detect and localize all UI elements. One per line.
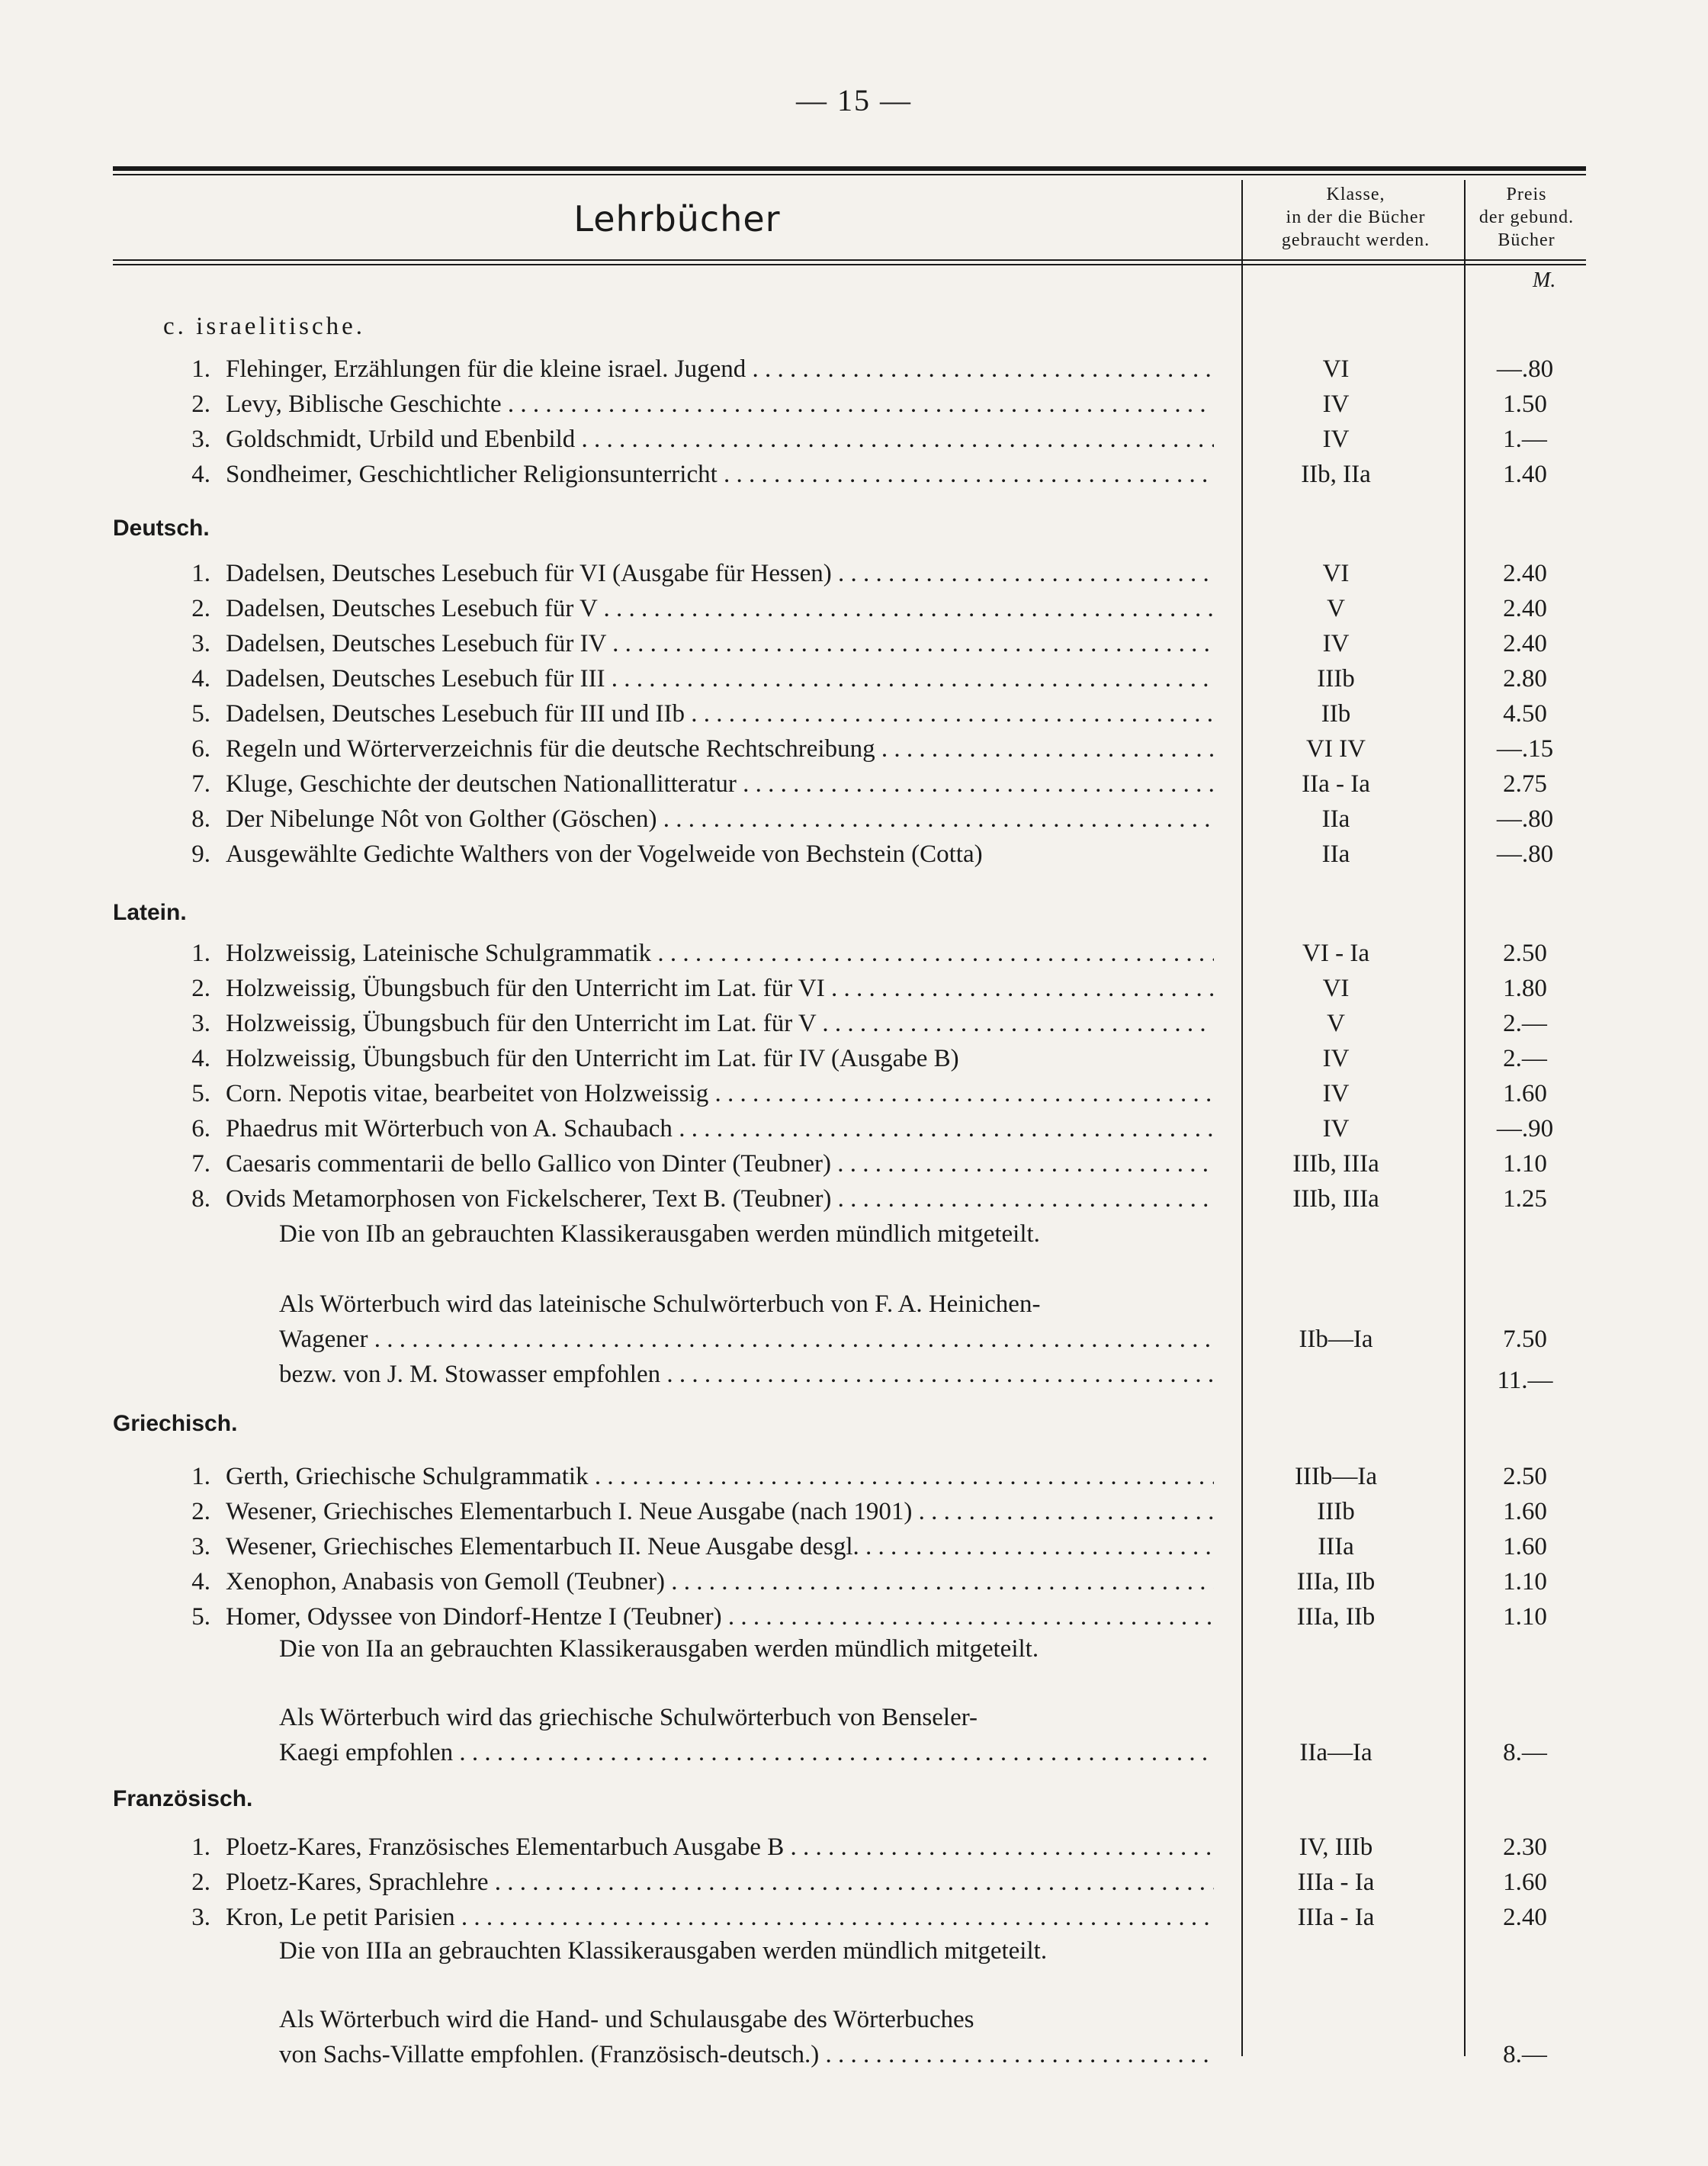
item-class: IIIa — [1318, 1533, 1354, 1560]
item-price: —.80 — [1496, 840, 1554, 868]
list-item — [0, 1112, 1708, 1146]
item-number: 9. — [191, 840, 210, 868]
item-price: 2.75 — [1503, 770, 1547, 798]
item-class: V — [1327, 595, 1345, 622]
section-heading: c. israelitische. — [163, 313, 366, 340]
list-item — [0, 387, 1708, 421]
list-item — [0, 1600, 1708, 1634]
item-price: 1.50 — [1503, 390, 1547, 418]
item-class: VI — [1322, 975, 1350, 1002]
item-class: IIa — [1321, 840, 1350, 868]
item-number: 3. — [191, 1533, 210, 1560]
item-number: 3. — [191, 1904, 210, 1931]
item-price: 1.10 — [1503, 1603, 1547, 1631]
item-price: 2.— — [1503, 1045, 1547, 1072]
list-item — [0, 1530, 1708, 1563]
list-item — [0, 1901, 1708, 1934]
item-number: 5. — [191, 1080, 210, 1107]
item-title: Wesener, Griechisches Elementarbuch II. Neue Ausgabe desgl. . . . — [226, 1530, 1214, 1563]
item-price: 1.60 — [1503, 1869, 1547, 1896]
list-item — [0, 1830, 1708, 1864]
item-number: 1. — [191, 1463, 210, 1490]
list-item — [0, 1182, 1708, 1216]
item-price: 1.— — [1503, 426, 1547, 453]
header-price-line: Bücher — [1498, 230, 1556, 250]
header-class-line: in der die Bücher — [1286, 207, 1426, 227]
section-heading: Französisch. — [113, 1786, 253, 1811]
item-number: 3. — [191, 630, 210, 657]
item-price: —.80 — [1496, 805, 1554, 833]
item-class: VI - Ia — [1302, 940, 1369, 967]
page-number: — 15 — — [796, 83, 912, 117]
item-class: IV — [1322, 390, 1350, 418]
item-price: 1.60 — [1503, 1080, 1547, 1107]
item-price: —.90 — [1496, 1115, 1554, 1142]
list-item — [0, 592, 1708, 625]
item-number: 2. — [191, 390, 210, 418]
list-item — [0, 1460, 1708, 1493]
list-item — [0, 937, 1708, 970]
item-price: 2.40 — [1503, 595, 1547, 622]
item-number: 4. — [191, 461, 210, 488]
item-number: 3. — [191, 426, 210, 453]
item-title: Phaedrus mit Wörterbuch von A. Schaubach . . . — [226, 1112, 1214, 1146]
item-class: IV — [1322, 426, 1350, 453]
item-price: 1.10 — [1503, 1568, 1547, 1596]
item-class: IIIb—Ia — [1294, 1463, 1378, 1490]
item-title: Wagener . . . — [279, 1322, 1214, 1356]
list-item — [0, 802, 1708, 836]
item-title: Homer, Odyssee von Dindorf-Hentze I (Teubner) . . . — [226, 1600, 1214, 1634]
item-title: Kron, Le petit Parisien . . . — [226, 1901, 1214, 1934]
header-price-line: Preis — [1506, 185, 1547, 204]
item-class: IIb — [1321, 700, 1351, 728]
item-price: 4.50 — [1503, 700, 1547, 728]
item-number: 7. — [191, 770, 210, 798]
item-title: Goldschmidt, Urbild und Ebenbild . . . — [226, 423, 1214, 456]
item-class: V — [1327, 1010, 1345, 1037]
item-title: Dadelsen, Deutsches Lesebuch für IV . . . — [226, 627, 1214, 660]
item-class: IIIa - Ia — [1297, 1904, 1375, 1931]
list-item — [0, 837, 1708, 871]
header-class-line: gebraucht werden. — [1281, 230, 1430, 250]
item-number: 2. — [191, 595, 210, 622]
list-item — [0, 352, 1708, 386]
item-number: 8. — [191, 805, 210, 833]
item-price: 2.— — [1503, 1010, 1547, 1037]
item-title: Levy, Biblische Geschichte . . . — [226, 387, 1214, 421]
header-price-line: der gebund. — [1478, 207, 1575, 227]
note-text: Als Wörterbuch wird das griechische Schulwörterbuch von Benseler- — [279, 1704, 978, 1731]
list-item — [0, 1077, 1708, 1110]
item-class: VI — [1322, 560, 1350, 587]
item-class: VI — [1322, 355, 1350, 383]
item-title: Gerth, Griechische Schulgrammatik . . . — [226, 1460, 1214, 1493]
item-title: Ovids Metamorphosen von Fickelscherer, Text B. (Teubner) . . . — [226, 1182, 1214, 1216]
item-number: 7. — [191, 1150, 210, 1178]
item-title: Flehinger, Erzählungen für die kleine israel. Jugend . . . — [226, 352, 1214, 386]
item-title: Dadelsen, Deutsches Lesebuch für V . . . — [226, 592, 1214, 625]
item-title: bezw. von J. M. Stowasser empfohlen . . . — [279, 1358, 1214, 1391]
item-title: Kaegi empfohlen . . . — [279, 1736, 1214, 1769]
item-class: IIIb — [1317, 1498, 1355, 1525]
item-price: 2.40 — [1503, 560, 1547, 587]
section-heading: Deutsch. — [113, 516, 210, 541]
item-number: 6. — [191, 1115, 210, 1142]
item-title: von Sachs-Villatte empfohlen. (Französisch-deutsch.) . . . — [279, 2038, 1214, 2071]
item-price: 1.60 — [1503, 1533, 1547, 1560]
item-price: 2.50 — [1503, 1463, 1547, 1490]
item-title: Regeln und Wörterverzeichnis für die deutsche Rechtschreibung . . . — [226, 732, 1214, 766]
item-title: Holzweissig, Übungsbuch für den Unterricht im Lat. für V . . . — [226, 1007, 1214, 1040]
item-price: 1.10 — [1503, 1150, 1547, 1178]
item-class: IIIb, IIIa — [1292, 1150, 1379, 1178]
item-price: 2.50 — [1503, 940, 1547, 967]
list-item — [0, 1358, 1708, 1394]
item-number: 2. — [191, 1869, 210, 1896]
list-item — [0, 1322, 1708, 1356]
item-title: Holzweissig, Übungsbuch für den Unterricht im Lat. für IV (Ausgabe B) — [226, 1045, 959, 1072]
list-item — [0, 1495, 1708, 1528]
item-price: 8.— — [1503, 1739, 1547, 1766]
list-item — [0, 1147, 1708, 1181]
item-price: 2.40 — [1503, 630, 1547, 657]
item-title: Dadelsen, Deutsches Lesebuch für VI (Ausgabe für Hessen) . . . — [226, 557, 1214, 590]
item-class: IIb, IIa — [1301, 461, 1371, 488]
header-class-line: Klasse, — [1326, 185, 1385, 204]
item-class: IV — [1322, 1045, 1350, 1072]
item-number: 1. — [191, 560, 210, 587]
item-number: 3. — [191, 1010, 210, 1037]
item-title: Holzweissig, Lateinische Schulgrammatik . . . — [226, 937, 1214, 970]
item-class: IIIb, IIIa — [1292, 1185, 1379, 1213]
item-price: 7.50 — [1503, 1326, 1547, 1353]
item-class: IV, IIIb — [1299, 1833, 1373, 1861]
note-text: Die von IIIa an gebrauchten Klassikerausgaben werden mündlich mitgeteilt. — [279, 1937, 1048, 1965]
list-item — [0, 662, 1708, 696]
list-item — [0, 458, 1708, 491]
item-price: 2.80 — [1503, 665, 1547, 693]
item-price: 8.— — [1503, 2041, 1547, 2068]
item-price: 1.60 — [1503, 1498, 1547, 1525]
item-price: 2.40 — [1503, 1904, 1547, 1931]
item-price: 1.25 — [1503, 1185, 1547, 1213]
header-title: Lehrbücher — [573, 198, 781, 239]
item-class: IIb—Ia — [1299, 1326, 1373, 1353]
item-class: IIIa - Ia — [1297, 1869, 1375, 1896]
item-title: Caesaris commentarii de bello Gallico von Dinter (Teubner) . . . — [226, 1147, 1214, 1181]
list-item — [0, 627, 1708, 660]
item-title: Sondheimer, Geschichtlicher Religionsunterricht . . . — [226, 458, 1214, 491]
list-item — [0, 1565, 1708, 1599]
item-title: Ploetz-Kares, Sprachlehre . . . — [226, 1866, 1214, 1899]
item-number: 4. — [191, 665, 210, 693]
item-class: IIIa, IIb — [1296, 1568, 1376, 1596]
note-text: Die von IIb an gebrauchten Klassikerausgaben werden mündlich mitgeteilt. — [279, 1220, 1040, 1248]
item-class: VI IV — [1306, 735, 1366, 763]
item-class: IIa - Ia — [1302, 770, 1370, 798]
item-title: Der Nibelunge Nôt von Golther (Göschen) . . . — [226, 802, 1214, 836]
note-text: Als Wörterbuch wird die Hand- und Schulausgabe des Wörterbuches — [279, 2006, 974, 2033]
item-class: IV — [1322, 1115, 1350, 1142]
item-title: Holzweissig, Übungsbuch für den Unterricht im Lat. für VI . . . — [226, 972, 1214, 1005]
item-class: IIIb — [1317, 665, 1355, 693]
item-number: 1. — [191, 1833, 210, 1861]
list-item — [0, 767, 1708, 801]
item-title: Dadelsen, Deutsches Lesebuch für III . . . — [226, 662, 1214, 696]
item-title: Ausgewählte Gedichte Walthers von der Vogelweide von Bechstein (Cotta) — [226, 840, 983, 868]
list-item — [0, 1736, 1708, 1769]
item-number: 2. — [191, 1498, 210, 1525]
item-number: 4. — [191, 1045, 210, 1072]
item-title: Corn. Nepotis vitae, bearbeitet von Holzweissig . . . — [226, 1077, 1214, 1110]
section-heading: Griechisch. — [113, 1411, 238, 1436]
item-title: Kluge, Geschichte der deutschen Nationallitteratur . . . — [226, 767, 1214, 801]
item-price: —.80 — [1496, 355, 1554, 383]
item-class: IIa — [1321, 805, 1350, 833]
list-item — [0, 732, 1708, 766]
list-item — [0, 1007, 1708, 1040]
item-price: 1.40 — [1503, 461, 1547, 488]
item-number: 1. — [191, 940, 210, 967]
item-price: —.15 — [1496, 735, 1554, 763]
item-title: Wesener, Griechisches Elementarbuch I. Neue Ausgabe (nach 1901) . . . — [226, 1495, 1214, 1528]
section-heading: Latein. — [113, 900, 187, 925]
item-number: 8. — [191, 1185, 210, 1213]
item-price: 1.80 — [1503, 975, 1547, 1002]
note-text: Die von IIa an gebrauchten Klassikerausgaben werden mündlich mitgeteilt. — [279, 1635, 1039, 1663]
item-title: Xenophon, Anabasis von Gemoll (Teubner) . . . — [226, 1565, 1214, 1599]
currency-symbol: M. — [1533, 268, 1556, 292]
item-class: IIIa, IIb — [1296, 1603, 1376, 1631]
list-item — [0, 697, 1708, 731]
note-text: Als Wörterbuch wird das lateinische Schulwörterbuch von F. A. Heinichen- — [279, 1290, 1041, 1318]
list-item — [0, 2038, 1708, 2071]
item-title: Ploetz-Kares, Französisches Elementarbuch Ausgabe B . . . — [226, 1830, 1214, 1864]
item-class: IV — [1322, 630, 1350, 657]
item-title: Dadelsen, Deutsches Lesebuch für III und IIb . . . — [226, 697, 1214, 731]
item-class: IIa—Ia — [1299, 1739, 1372, 1766]
list-item — [0, 423, 1708, 456]
list-item — [0, 557, 1708, 590]
item-number: 6. — [191, 735, 210, 763]
item-class: IV — [1322, 1080, 1350, 1107]
item-number: 5. — [191, 700, 210, 728]
item-price: 2.30 — [1503, 1833, 1547, 1861]
item-price: 11.— — [1497, 1367, 1553, 1394]
item-number: 2. — [191, 975, 210, 1002]
item-number: 5. — [191, 1603, 210, 1631]
item-number: 4. — [191, 1568, 210, 1596]
list-item — [0, 972, 1708, 1005]
list-item — [0, 1866, 1708, 1899]
list-item — [0, 1042, 1708, 1075]
item-number: 1. — [191, 355, 210, 383]
